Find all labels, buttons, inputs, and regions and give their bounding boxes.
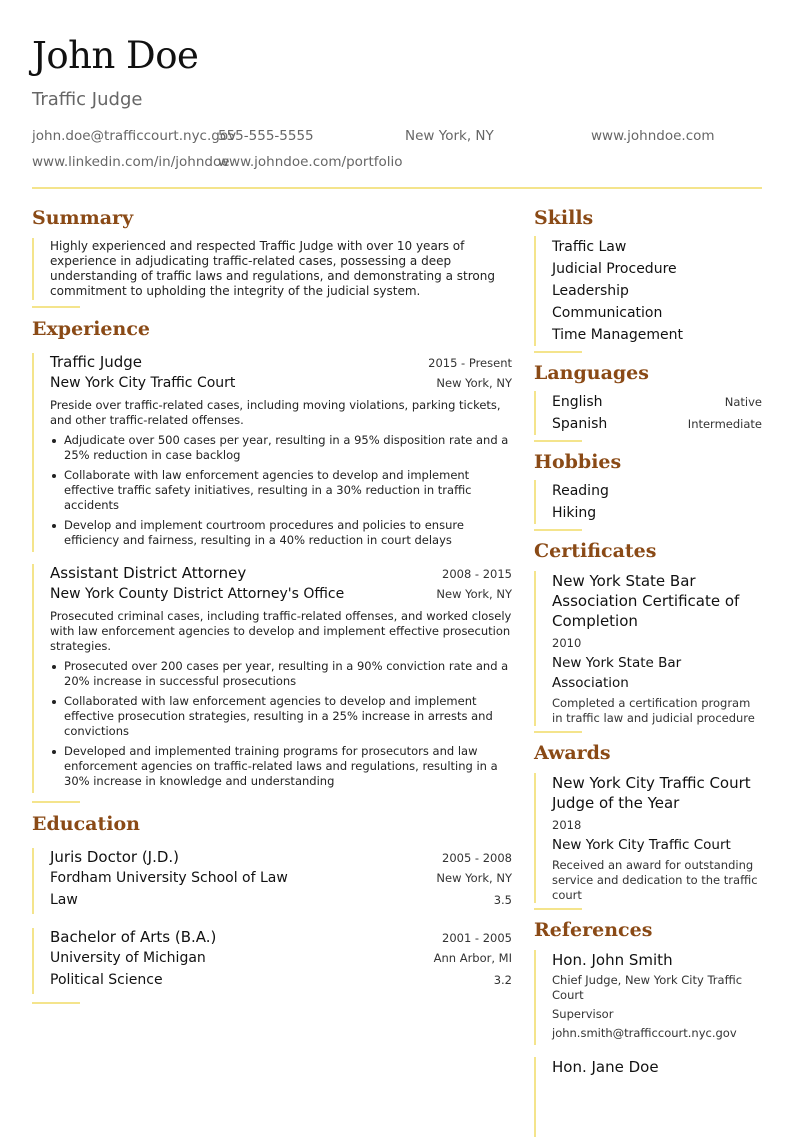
job-title: Traffic Judge [50, 353, 143, 371]
certificate-item [534, 571, 762, 726]
experience-job-2 [32, 564, 512, 793]
skill-item: Time Management [552, 327, 683, 343]
job-title: Assistant District Attorney [50, 564, 247, 582]
job-location: New York, NY [436, 376, 512, 390]
job-bullets [50, 659, 512, 789]
hobbies-section [534, 480, 762, 524]
skills-underline [534, 351, 582, 353]
job-dates: 2008 - 2015 [442, 567, 512, 581]
degree: Juris Doctor (J.D.) [50, 848, 180, 866]
language-name: Spanish [552, 416, 608, 432]
awards-heading: Awards [534, 742, 611, 764]
candidate-name: John Doe [32, 34, 199, 77]
summary-text: Highly experienced and respected Traffic Judge with over 10 years of experience in adjudicating traffic-related cases, possessing a deep understanding of traffic laws and regulations, and demonstrating a strong commitment to upholding the integrity of the judicial system. [50, 239, 495, 298]
job-description: Preside over traffic-related cases, including moving violations, parking tickets, and other traffic-related offenses. [50, 398, 501, 427]
awards-underline [534, 908, 582, 910]
certificates-heading: Certificates [534, 540, 657, 562]
job-location: New York, NY [436, 587, 512, 601]
job-org: New York County District Attorney's Office [50, 586, 345, 602]
languages-section [534, 391, 762, 435]
field-of-study: Law [50, 892, 78, 908]
job-bullet: Prosecuted over 200 cases per year, resulting in a 90% conviction rate and a 20% increase in successful prosecutions [50, 659, 512, 689]
experience-job-1 [32, 353, 512, 552]
language-level: Intermediate [687, 417, 762, 431]
reference-position: Chief Judge, New York City Traffic Court [552, 973, 743, 1002]
award-name: New York City Traffic Court Judge of the Year [552, 774, 751, 812]
portfolio-link[interactable]: www.johndoe.com/portfolio [218, 154, 403, 170]
linkedin-link[interactable]: www.linkedin.com/in/johndoe [32, 154, 230, 170]
certificate-year: 2010 [552, 636, 582, 650]
award-description: Received an award for outstanding service and dedication to the traffic court [552, 858, 758, 902]
job-dates: 2015 - Present [428, 356, 512, 370]
school-location: Ann Arbor, MI [433, 951, 512, 965]
header-divider [32, 187, 762, 189]
skill-item: Leadership [552, 283, 629, 299]
skills-heading: Skills [534, 207, 594, 229]
language-name: English [552, 394, 603, 410]
reference-item-1 [534, 950, 762, 1045]
languages-underline [534, 440, 582, 442]
education-underline [32, 1002, 80, 1004]
job-bullet: Collaborate with law enforcement agencies to develop and implement effective traffic safety initiatives, resulting in a 30% reduction in traffic accidents [50, 468, 512, 513]
experience-heading: Experience [32, 318, 150, 340]
award-item [534, 773, 762, 903]
right-column [534, 206, 762, 1137]
school: Fordham University School of Law [50, 870, 288, 886]
email-link[interactable]: john.doe@trafficcourt.nyc.gov [32, 128, 237, 144]
references-heading: References [534, 919, 653, 941]
education-dates: 2001 - 2005 [442, 931, 512, 945]
education-dates: 2005 - 2008 [442, 851, 512, 865]
hobbies-underline [534, 529, 582, 531]
certificate-name: New York State Bar Association Certificate of Completion [552, 572, 740, 630]
job-org: New York City Traffic Court [50, 375, 236, 391]
reference-relation: Supervisor [552, 1007, 614, 1021]
website-link[interactable]: www.johndoe.com [591, 128, 715, 144]
job-bullet: Develop and implement courtroom procedures and policies to ensure efficiency and fairness, resulting in a 40% reduction in court delays [50, 518, 512, 548]
certificates-underline [534, 731, 582, 733]
job-bullet: Developed and implemented training programs for prosecutors and law enforcement agencies on traffic-related laws and regulations, resulting in a 30% increase in knowledge and understanding [50, 744, 512, 789]
phone-text: 555-555-5555 [218, 128, 314, 144]
award-year: 2018 [552, 818, 582, 832]
education-item-2 [32, 928, 512, 994]
school: University of Michigan [50, 950, 206, 966]
school-location: New York, NY [436, 871, 512, 885]
certificate-issuer: New York State Bar Association [552, 655, 682, 691]
skills-section [534, 236, 762, 346]
reference-name: Hon. John Smith [552, 951, 673, 969]
job-description: Prosecuted criminal cases, including traffic-related offenses, and worked closely with law enforcement agencies to develop and implement effective prosecution strategies. [50, 609, 512, 653]
location-text: New York, NY [405, 128, 494, 144]
education-heading: Education [32, 813, 140, 835]
gpa: 3.5 [493, 893, 512, 907]
language-level: Native [724, 395, 762, 409]
skill-item: Judicial Procedure [552, 261, 677, 277]
education-item-1 [32, 848, 512, 914]
award-issuer: New York City Traffic Court [552, 837, 731, 853]
job-bullet: Adjudicate over 500 cases per year, resulting in a 95% disposition rate and a 25% reduction in case backlog [50, 433, 512, 463]
hobby-item: Reading [552, 483, 609, 499]
skill-item: Communication [552, 305, 663, 321]
summary-section [32, 238, 512, 300]
summary-underline [32, 306, 80, 308]
candidate-title: Traffic Judge [32, 89, 143, 110]
skill-item: Traffic Law [552, 239, 627, 255]
experience-underline [32, 801, 80, 803]
hobby-item: Hiking [552, 505, 597, 521]
left-column [32, 206, 512, 1004]
reference-item-2 [534, 1057, 762, 1137]
job-bullet: Collaborated with law enforcement agencies to develop and implement effective prosecution strategies, resulting in a 25% increase in arrests and convictions [50, 694, 512, 739]
hobbies-heading: Hobbies [534, 451, 622, 473]
languages-heading: Languages [534, 362, 649, 384]
summary-heading: Summary [32, 207, 134, 229]
reference-name: Hon. Jane Doe [552, 1058, 659, 1076]
field-of-study: Political Science [50, 972, 163, 988]
certificate-description: Completed a certification program in traffic law and judicial procedure [552, 696, 755, 725]
gpa: 3.2 [493, 973, 512, 987]
reference-email[interactable]: john.smith@trafficcourt.nyc.gov [552, 1026, 737, 1040]
degree: Bachelor of Arts (B.A.) [50, 928, 217, 946]
job-bullets [50, 433, 512, 548]
